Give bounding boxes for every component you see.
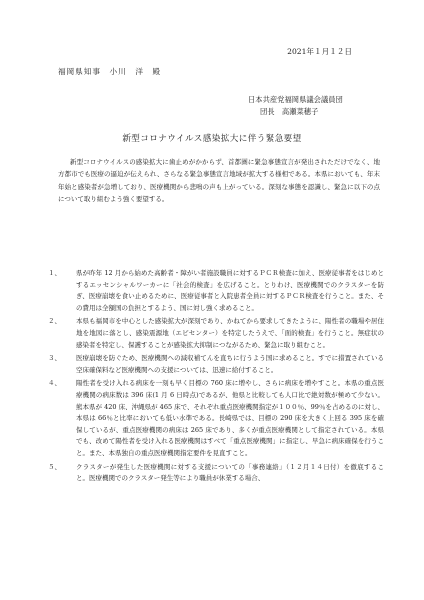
request-item [46, 462, 384, 485]
request-item-text: 本県も福岡市を中心とした感染拡大が深刻であり、かねてから要求してきたように、陽性者の職場や居住地を地図に落とし、感染震源地（エピセンター）を特定したうえで、「面的検査」を行うこと。無症状の感染者を特定し、保護することが感染拡大抑制につながるため、緊急に取り組むこと。 [76, 317, 384, 349]
request-item-number: ２、 [48, 317, 61, 326]
letter-title: 新型コロナウイルス感染拡大に伴う緊急要望 [122, 134, 302, 144]
intro-paragraph: 新型コロナウイルスの感染拡大に歯止めがかからず、首都圏に緊急事態宣言が発出されただけでなく、地方都市でも医療の逼迫が伝えられ、さらなる緊急事態宣言地域が拡大する様相である。本県においても、年末年始と感染者が急増しており、医療機関から悲鳴の声も上がっている。深刻な事態を認識し、緊急に以下の点について取り組むよう強く要望する。 [58, 158, 380, 204]
sender-organization: 日本共産党福岡県議会議員団 [248, 95, 343, 104]
request-item-text: クラスターが発生した医療機関に対する支援についての「事務連絡」（１２月１４日付）を徹底すること。医療機関でのクラスター発生等により職員が休業する場合、 [76, 462, 384, 483]
request-item [46, 268, 384, 314]
request-item [46, 353, 384, 376]
letter-sender [248, 94, 343, 117]
request-item-number: １、 [48, 269, 61, 277]
request-item-number: ４、 [48, 379, 61, 388]
request-item [46, 378, 384, 459]
request-item-text: 県が昨年 12 月から始めた高齢者・障がい者施設職員に対するＰＣＲ検査に加え、医療従事者をはじめとするエッセンシャルワーカーに「社会的検査」を広げること。とりわけ、医療機関でのクラスターを防ぎ、医療崩壊を食い止めるために、医療従事者と入院患者全員に対するＰＣＲ検査を行うこと。また、その費用は全額国の負担とするよう、国に対し強く求めること。 [76, 269, 384, 312]
request-item-number: ５、 [48, 462, 61, 471]
letter-date: 2021年１月１２日 [287, 47, 352, 56]
sender-representative: 団長 高瀬菜穂子 [260, 106, 319, 116]
request-item-text: 医療崩壊を防ぐため、医療機関への減収補てんを直ちに行うよう国に求めること。すでに措置されている空床確保料など医療機関への支援については、迅速に給付すること。 [76, 354, 384, 374]
request-item-text: 陽性者を受け入れる病床を一刻も早く目標の 760 床に増やし、さらに病床を増やすこと。本県の重点医療機関の病床数は 396 床(1 月 6 日時点)であるが、他県と比較しても人口比で絶対数が極めて少ない。熊本県が 420 床、沖縄県が 465 床で、それぞれ重点医療機関指定が１００％、99％を占めるのに対し、本県は 66％と比率においても低い水準である。長崎県では、目標の 290 床を大きく上回る 395 床を確保しているが、重点医療機関の病床は 265 床であり、多くが重点医療機関として指定されている。本県でも、改めて陽性者を受け入れる医療機関はすべて「重点医療機関」に指定し、早急に病床確保を行うこと。また、本県独自の重点医療機関指定要件を見直すこと。 [76, 379, 384, 457]
request-item-number: ３、 [48, 354, 61, 363]
request-item [46, 316, 384, 351]
request-list [46, 268, 384, 487]
letter-addressee: 福岡県知事 小川 洋 殿 [58, 67, 162, 76]
